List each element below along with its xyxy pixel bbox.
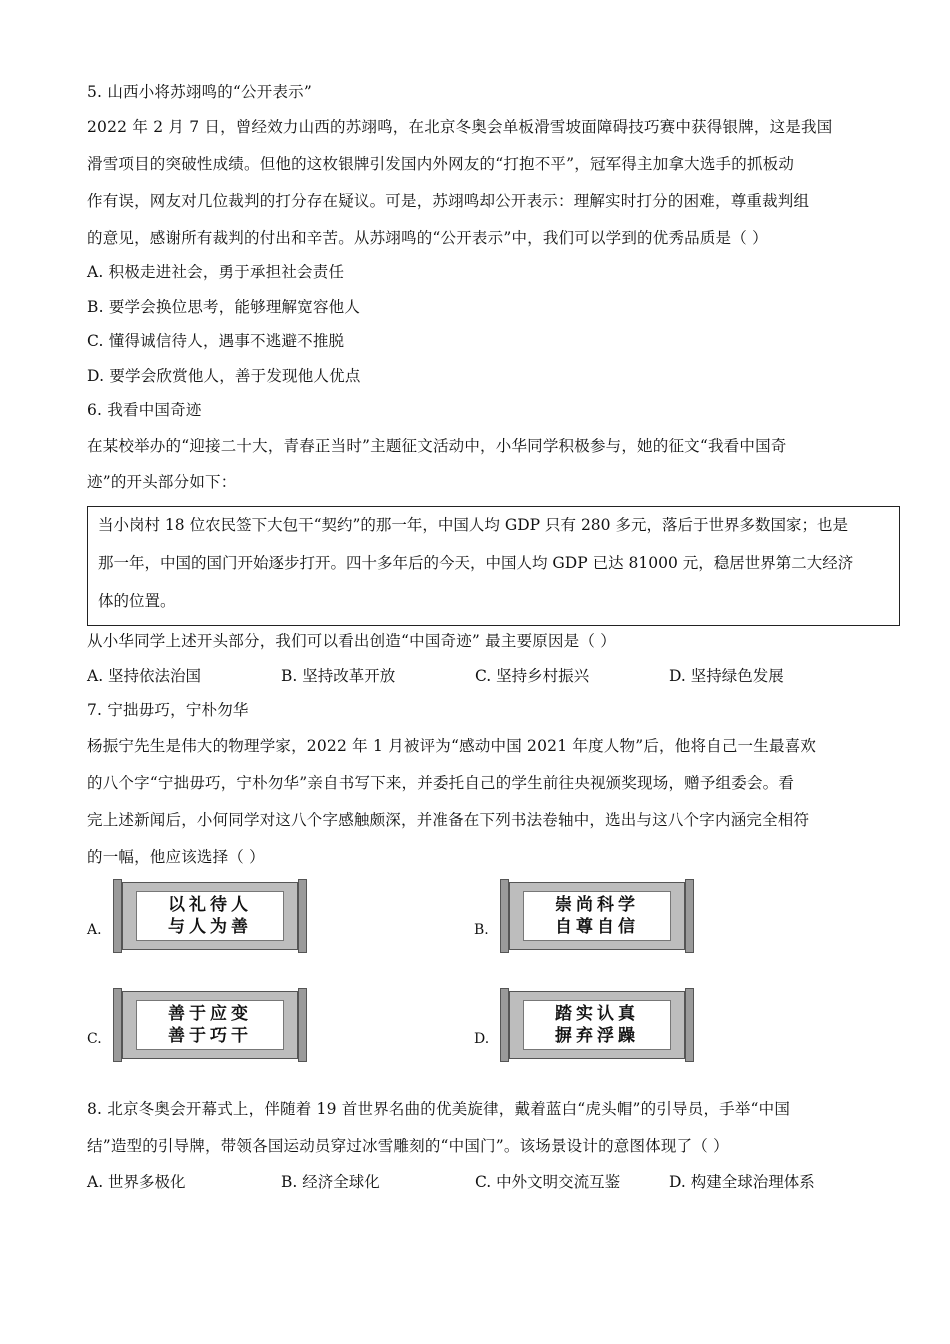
scroll-c-line-2: 善于巧干 [168, 1026, 252, 1046]
q7-scroll-a [113, 879, 307, 953]
q7-title: 7. 宁拙毋巧，宁朴勿华 [87, 701, 249, 719]
q7-option-a-letter: A. [87, 922, 102, 938]
scroll-b-line-1: 崇尚科学 [555, 895, 639, 915]
scroll-rod-right [298, 879, 307, 953]
q5-title: 5. 山西小将苏翊鸣的“公开表示” [87, 83, 312, 101]
scroll-rod-left [500, 988, 509, 1062]
q5-stem-line-3: 作有误，网友对几位裁判的打分存在疑议。可是，苏翊鸣却公开表示：理解实时打分的困难，尊重裁判组 [87, 192, 810, 210]
q7-option-c-letter: C. [87, 1031, 102, 1047]
scroll-rod-right [298, 988, 307, 1062]
scroll-rod-left [500, 879, 509, 953]
scroll-text-panel [523, 1000, 671, 1050]
scroll-text-panel [136, 891, 284, 941]
scroll-a-line-1: 以礼待人 [168, 895, 252, 915]
q6-option-d: D. 坚持绿色发展 [669, 667, 784, 685]
q6-stem-line-2: 迹”的开头部分如下： [87, 473, 237, 491]
scroll-b-line-2: 自尊自信 [555, 917, 639, 937]
q6-option-c: C. 坚持乡村振兴 [475, 667, 590, 685]
q8-option-a: A. 世界多极化 [87, 1173, 186, 1191]
q5-stem-line-1: 2022 年 2 月 7 日，曾经效力山西的苏翊鸣，在北京冬奥会单板滑雪坡面障碍技巧赛中获得银牌，这是我国 [87, 118, 833, 136]
scroll-rod-right [685, 879, 694, 953]
scroll-rod-left [113, 879, 122, 953]
scroll-a-line-2: 与人为善 [168, 917, 252, 937]
scroll-d-line-1: 踏实认真 [555, 1004, 639, 1024]
q6-quote-line-1: 当小岗村 18 位农民签下大包干“契约”的那一年，中国人均 GDP 只有 280 多元，落后于世界多数国家；也是 [98, 516, 848, 534]
q7-scroll-b [500, 879, 694, 953]
q6-question: 从小华同学上述开头部分，我们可以看出创造“中国奇迹” 最主要原因是（ ） [87, 632, 616, 650]
q6-title: 6. 我看中国奇迹 [87, 401, 202, 419]
q6-quote-line-3: 体的位置。 [98, 592, 176, 610]
q5-stem-line-2: 滑雪项目的突破性成绩。但他的这枚银牌引发国内外网友的“打抱不平”，冠军得主加拿大选手的抓板动 [87, 155, 795, 173]
q8-stem-line-1: 8. 北京冬奥会开幕式上，伴随着 19 首世界名曲的优美旋律，戴着蓝白“虎头帽”的引导员，手举“中国 [87, 1100, 791, 1118]
scroll-rod-right [685, 988, 694, 1062]
q7-stem-line-4: 的一幅，他应该选择（ ） [87, 848, 265, 866]
scroll-c-line-1: 善于应变 [168, 1004, 252, 1024]
q8-stem-line-2: 结”造型的引导牌，带领各国运动员穿过冰雪雕刻的“中国门”。该场景设计的意图体现了（ ） [87, 1137, 729, 1155]
q7-stem-line-3: 完上述新闻后，小何同学对这八个字感触颇深，并准备在下列书法卷轴中，选出与这八个字内涵完全相符 [87, 811, 810, 829]
q8-option-c: C. 中外文明交流互鉴 [475, 1173, 621, 1191]
q6-option-a: A. 坚持依法治国 [87, 667, 202, 685]
q7-option-d-letter: D. [474, 1031, 490, 1047]
q6-quote-line-2: 那一年，中国的国门开始逐步打开。四十多年后的今天，中国人均 GDP 已达 81000 元，稳居世界第二大经济 [98, 554, 854, 572]
q6-stem-line-1: 在某校举办的“迎接二十大，青春正当时”主题征文活动中，小华同学积极参与，她的征文“我看中国奇 [87, 437, 787, 455]
scroll-d-line-2: 摒弃浮躁 [555, 1026, 639, 1046]
q5-stem-line-4: 的意见，感谢所有裁判的付出和辛苦。从苏翊鸣的“公开表示”中，我们可以学到的优秀品质是（ ） [87, 229, 768, 247]
scroll-text-panel [523, 891, 671, 941]
q5-option-d: D. 要学会欣赏他人，善于发现他人优点 [87, 367, 361, 385]
q7-stem-line-2: 的八个字“宁拙毋巧，宁朴勿华”亲自书写下来，并委托自己的学生前往央视颁奖现场，赠予组委会。看 [87, 774, 795, 792]
q5-option-a: A. 积极走进社会，勇于承担社会责任 [87, 263, 345, 281]
q6-option-b: B. 坚持改革开放 [281, 667, 396, 685]
q7-scroll-d [500, 988, 694, 1062]
scroll-rod-left [113, 988, 122, 1062]
q7-scroll-c [113, 988, 307, 1062]
q8-option-b: B. 经济全球化 [281, 1173, 380, 1191]
q5-option-c: C. 懂得诚信待人，遇事不逃避不推脱 [87, 332, 345, 350]
q8-option-d: D. 构建全球治理体系 [669, 1173, 815, 1191]
q5-option-b: B. 要学会换位思考，能够理解宽容他人 [87, 298, 361, 316]
q6-quote-box [87, 506, 900, 626]
q7-option-b-letter: B. [474, 922, 489, 938]
scroll-text-panel [136, 1000, 284, 1050]
q7-stem-line-1: 杨振宁先生是伟大的物理学家，2022 年 1 月被评为“感动中国 2021 年度人物”后，他将自己一生最喜欢 [87, 737, 817, 755]
